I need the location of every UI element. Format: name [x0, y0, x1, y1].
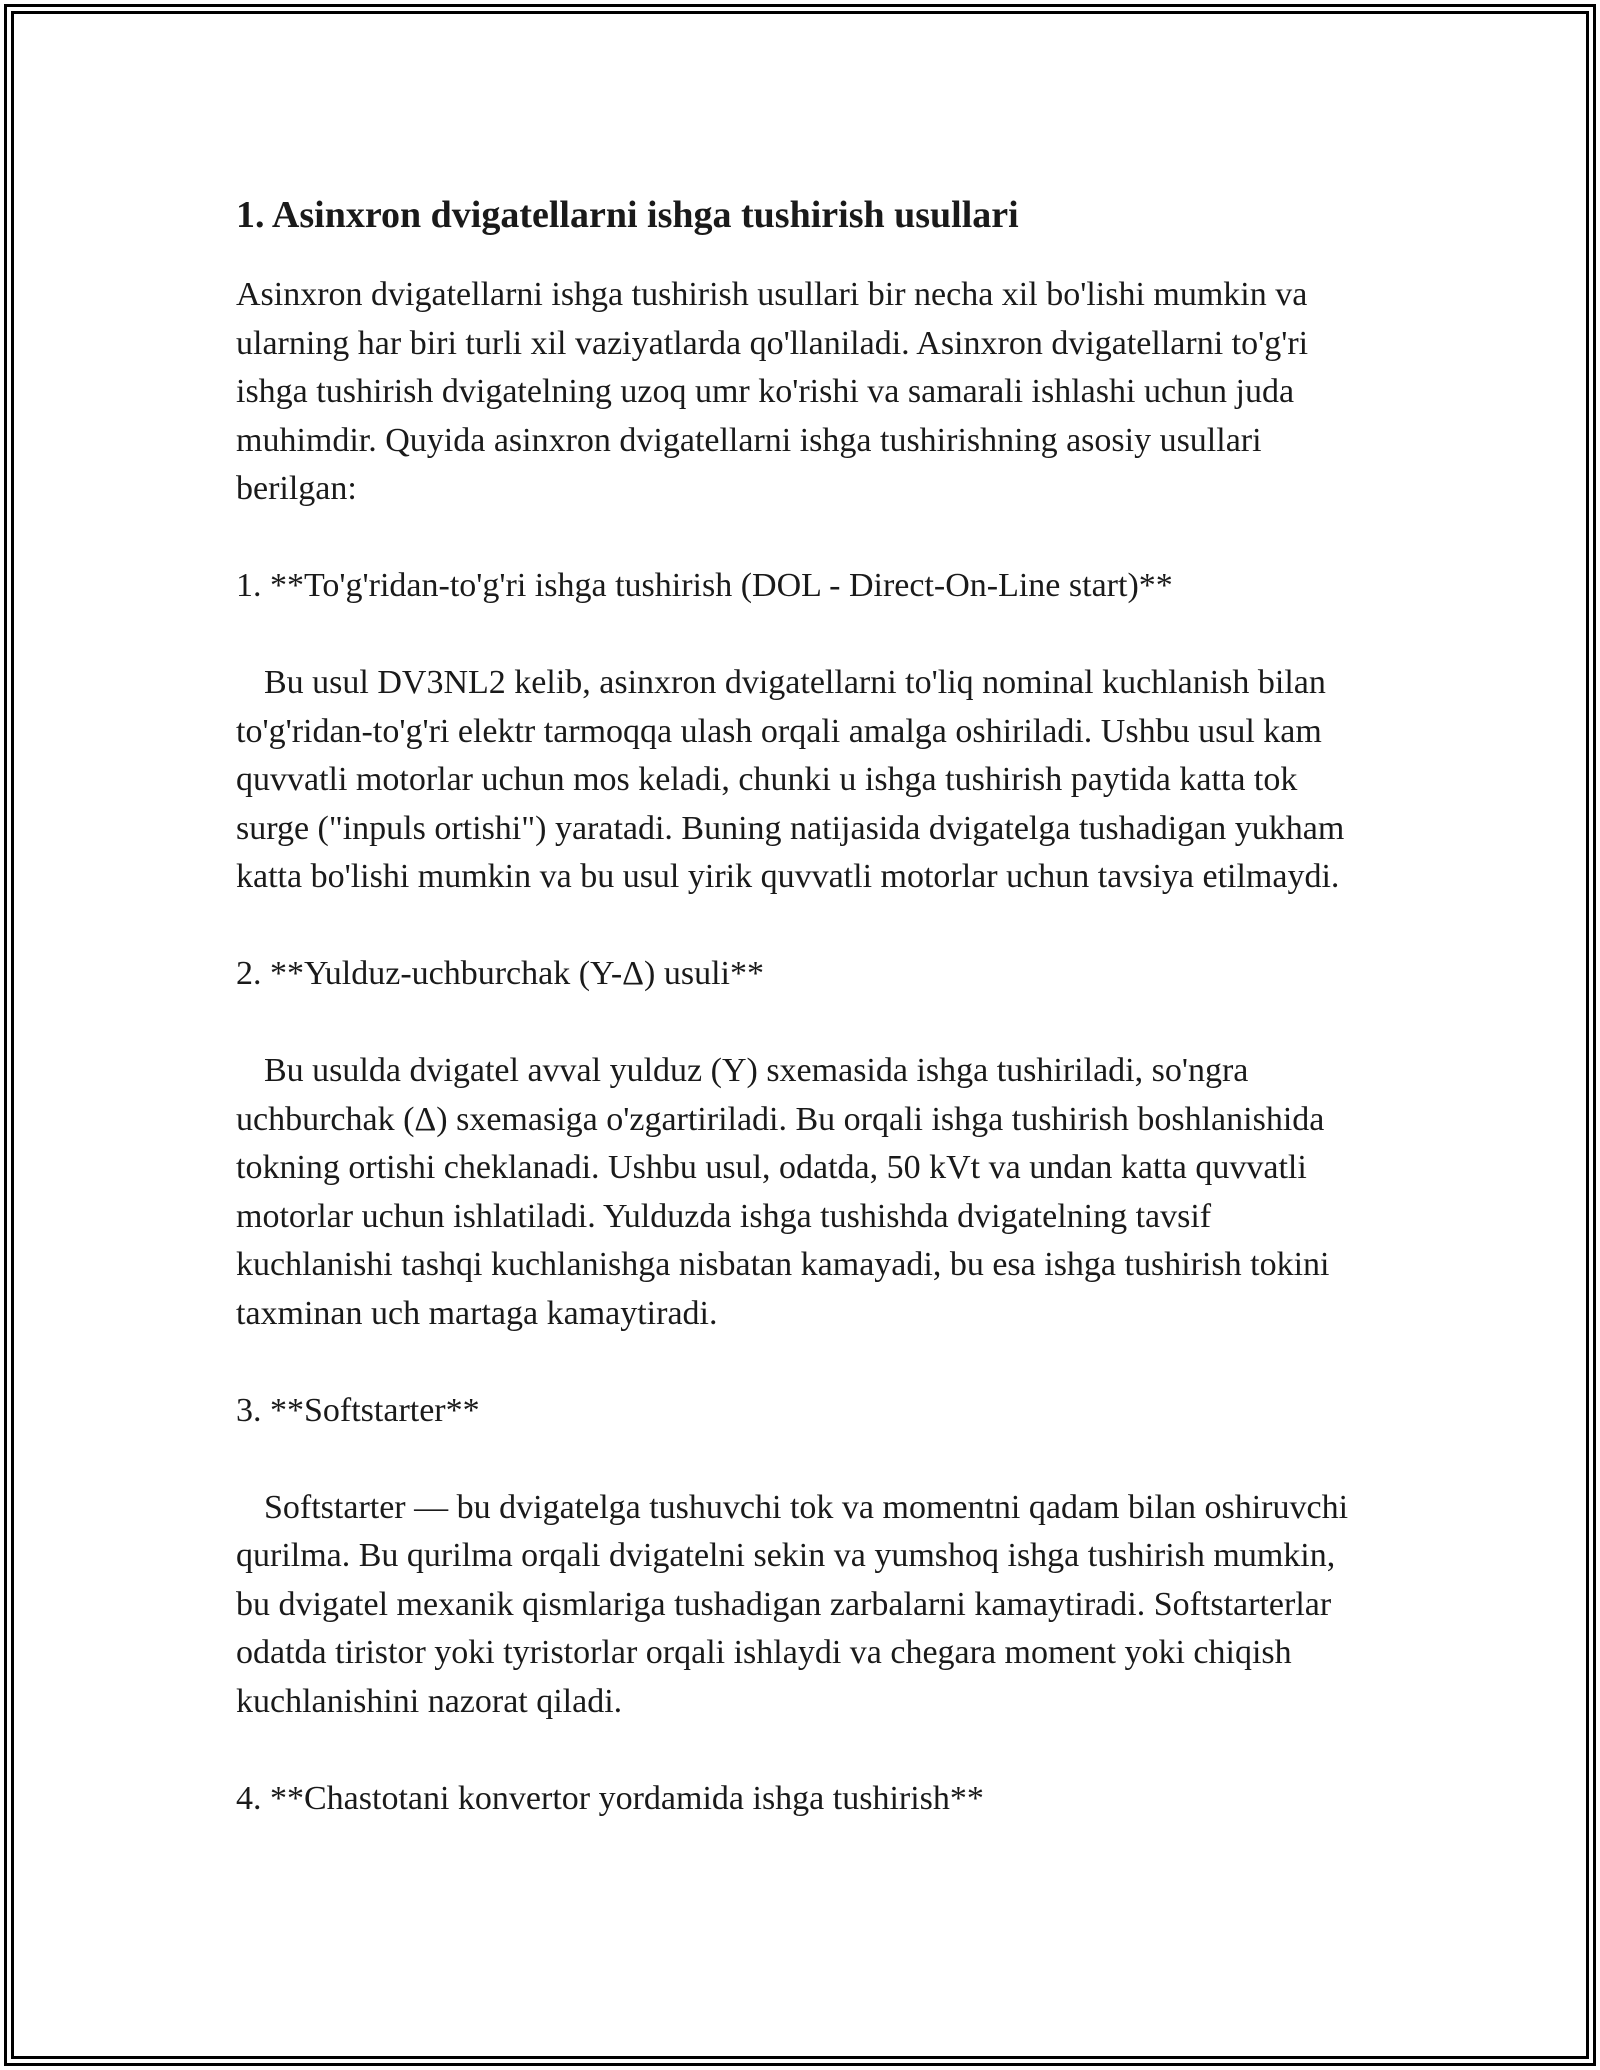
paragraph-gap: [236, 514, 1376, 563]
section-heading-star-delta: 2. **Yulduz-uchburchak (Y-Δ) usuli**: [236, 955, 764, 992]
section-body-star-delta: Bu usulda dvigatel avval yulduz (Y) sxemasida ishga tushiriladi, so'ngra uchburchak (Δ) sxemasiga o'zgartiriladi. Bu orqali ishga tushirish boshlanishida tokning ortishi cheklanadi. Ushbu usul, odatda, 50 kVt va undan katta quvvatli motorlar uchun ishlatiladi. Yulduzda ishga tushishda dvigatelning tavsif kuchlanishi tashqi kuchlanishga nisbatan kamayadi, bu esa ishga tushirish tokini taxminan uch martaga kamaytiradi.: [236, 1052, 1330, 1332]
section-body-dol: Bu usul DV3NL2 kelib, asinxron dvigatellarni to'liq nominal kuchlanish bilan to'g'ridan-to'g'ri elektr tarmoqqa ulash orqali amalga oshiriladi. Ushbu usul kam quvvatli motorlar uchun mos keladi, chunki u ishga tushirish paytida katta tok surge ("inpuls ortishi") yaratadi. Buning natijasida dvigatelga tushadigan yukham katta bo'lishi mumkin va bu usul yirik quvvatli motorlar uchun tavsiya etilmaydi.: [236, 664, 1345, 895]
paragraph-gap: [236, 1726, 1376, 1775]
document-body: [236, 185, 1376, 1823]
paragraph-gap: [236, 1435, 1376, 1484]
paragraph-gap: [236, 999, 1376, 1048]
section-heading-softstarter: 3. **Softstarter**: [236, 1391, 480, 1429]
paragraph-gap: [236, 611, 1376, 660]
paragraph-gap: [236, 1338, 1376, 1387]
intro-paragraph: Asinxron dvigatellarni ishga tushirish usullari bir necha xil bo'lishi mumkin va ularning har biri turli xil vaziyatlarda qo'llaniladi. Asinxron dvigatellarni to'g'ri ishga tushirish dvigatelning uzoq umr ko'rishi va samarali ishlashi uchun juda muhimdir. Quyida asinxron dvigatellarni ishga tushirishning asosiy usullari berilgan:: [236, 276, 1309, 507]
section-heading-dol: 1. **To'g'ridan-to'g'ri ishga tushirish (DOL - Direct-On-Line start)**: [236, 567, 1173, 604]
section-body-softstarter: Softstarter — bu dvigatelga tushuvchi tok va momentni qadam bilan oshiruvchi qurilma. Bu qurilma orqali dvigatelni sekin va yumshoq ishga tushirish mumkin, bu dvigatel mexanik qismlariga tushadigan zarbalarni kamaytiradi. Softstarterlar odatda tiristor yoki tyristorlar orqali ishlaydi va chegara moment yoki chiqish kuchlanishini nazorat qiladi.: [236, 1488, 1349, 1720]
page-title: 1. Asinxron dvigatellarni ishga tushirish usullari: [236, 194, 1019, 236]
paragraph-gap: [236, 902, 1376, 951]
section-heading-frequency-converter: 4. **Chastotani konvertor yordamida ishga tushirish**: [236, 1779, 984, 1817]
